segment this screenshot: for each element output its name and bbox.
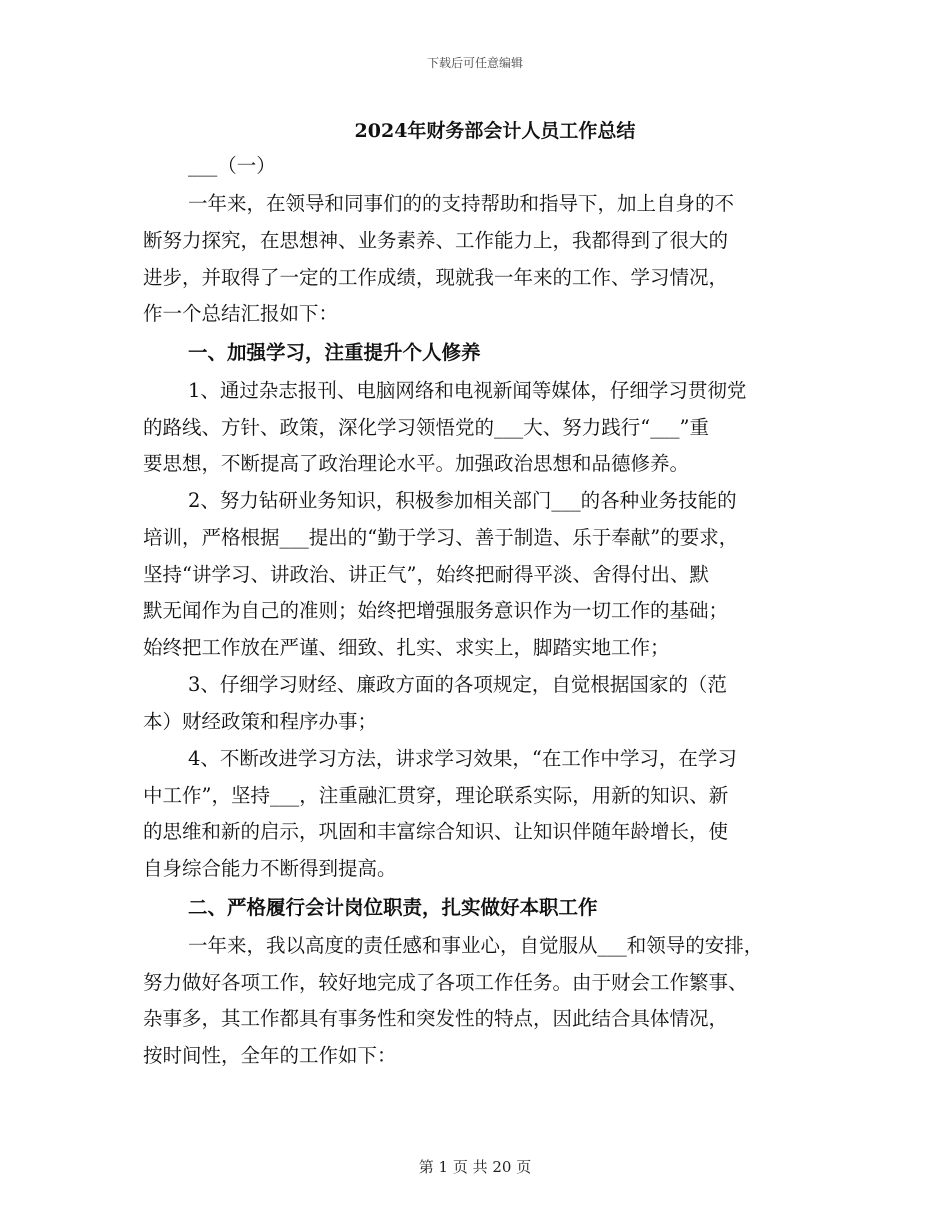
s1p2-line-2: 培训，严格根据___提出的“勤于学习、善于制造、乐于奉献”的要求， <box>143 526 739 549</box>
s1p2-line-4: 默无闻作为自己的准则；始终把增强服务意识作为一切工作的基础； <box>143 599 729 622</box>
s1p2-line-5: 始终把工作放在严谨、细致、扎实、求实上，脚踏实地工作； <box>143 636 670 659</box>
s1p2-line-1: 2、努力钻研业务知识，积极参加相关部门___的各种业务技能的 <box>188 489 737 512</box>
s1p3-line-1: 3、仔细学习财经、廉政方面的各项规定，自觉根据国家的（范 <box>188 673 727 696</box>
intro-line-3: 进步，并取得了一定的工作成绩，现就我一年来的工作、学习情况， <box>143 266 729 289</box>
s1p2-line-3: 坚持“讲学习、讲政治、讲正气”，始终把耐得平淡、舍得付出、默 <box>143 563 709 586</box>
s1p3-line-2: 本）财经政策和程序办事； <box>143 710 378 733</box>
document-subtitle: ___（一） <box>188 154 276 177</box>
s1p4-line-2: 中工作”，坚持___，注重融汇贯穿，理论联系实际，用新的知识、新 <box>143 784 729 807</box>
intro-line-2: 断努力探究，在思想神、业务素养、工作能力上，我都得到了很大的 <box>143 229 729 252</box>
section1-heading: 一、加强学习，注重提升个人修养 <box>188 341 481 364</box>
s1p4-line-1: 4、不断改进学习方法，讲求学习效果，“在工作中学习，在学习 <box>188 747 737 770</box>
s1p4-line-4: 自身综合能力不断得到提高。 <box>143 857 397 880</box>
s1p1-line-3: 要思想，不断提高了政治理论水平。加强政治思想和品德修养。 <box>143 452 690 475</box>
s1p1-line-1: 1、通过杂志报刊、电脑网络和电视新闻等媒体，仔细学习贯彻党 <box>188 379 747 402</box>
s2p1-line-2: 努力做好各项工作，较好地完成了各项工作任务。由于财会工作繁事、 <box>143 971 748 994</box>
intro-line-4: 作一个总结汇报如下： <box>143 302 339 325</box>
intro-line-1: 一年来，在领导和同事们的的支持帮助和指导下，加上自身的不 <box>188 192 735 215</box>
document-title: 2024年财务部会计人员工作总结 <box>354 120 636 142</box>
page-number-footer: 第 1 页 共 20 页 <box>418 1158 532 1176</box>
s2p1-line-1: 一年来，我以高度的责任感和事业心，自觉服从___和领导的安排， <box>188 934 764 957</box>
header-note: 下载后可任意编辑 <box>426 56 523 70</box>
s1p1-line-2: 的路线、方针、政策，深化学习领悟党的___大、努力践行“___”重 <box>143 416 709 439</box>
s1p4-line-3: 的思维和新的启示，巩固和丰富综合知识、让知识伴随年龄增长，使 <box>143 820 729 843</box>
section2-heading: 二、严格履行会计岗位职责，扎实做好本职工作 <box>188 896 598 919</box>
s2p1-line-3: 杂事多，其工作都具有事务性和突发性的特点，因此结合具体情况， <box>143 1007 729 1030</box>
s2p1-line-4: 按时间性，全年的工作如下： <box>143 1044 397 1067</box>
